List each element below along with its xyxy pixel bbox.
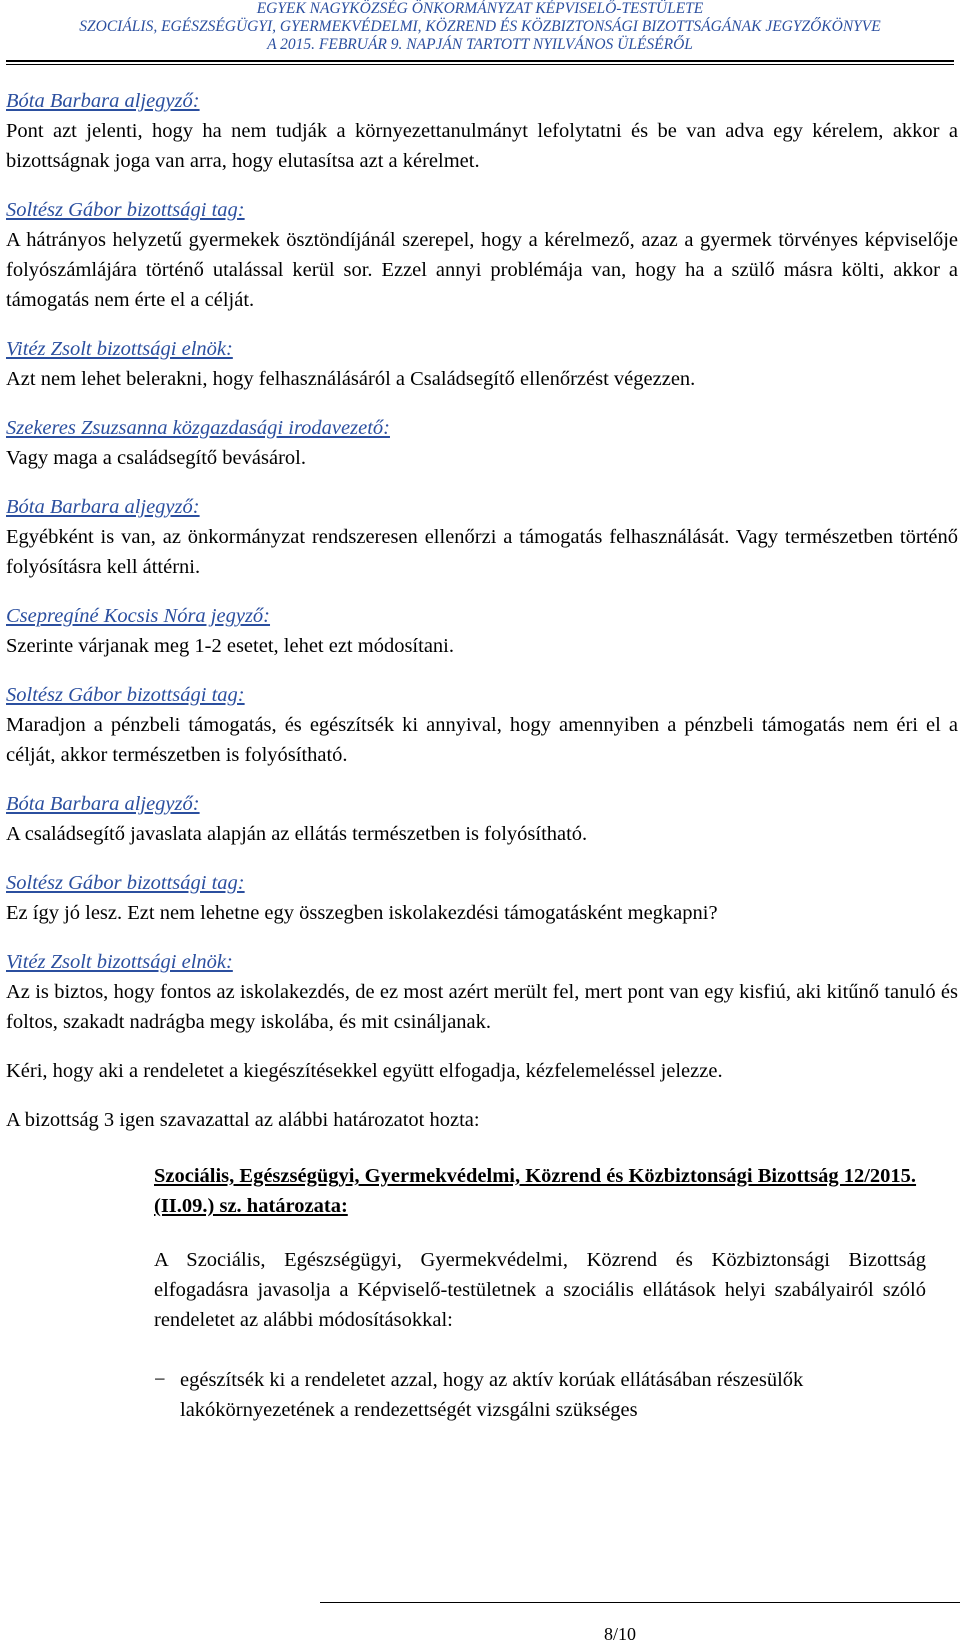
statement [6, 789, 958, 849]
footer-divider [320, 1602, 960, 1603]
statement-text: A hátrányos helyzetű gyermekek ösztöndíjánál szerepel, hogy a kérelmező, azaz a gyermek törvényes képviselője folyószámlájára történő utalással kerül sor. Ezzel annyi problémája van, hogy ha a szülő másra költi, akkor a támogatás nem érte el a célját. [6, 229, 958, 311]
statement [6, 334, 958, 394]
statement-text: Szerinte várjanak meg 1-2 esetet, lehet ezt módosítani. [6, 635, 454, 657]
statement-text: Az is biztos, hogy fontos az iskolakezdés, de ez most azért merült fel, mert pont van egy kisfiú, aki kitűnő tanuló és foltos, szakadt nadrágba megy iskolába, és mit csináljanak. [6, 981, 958, 1033]
speaker-name: Bóta Barbara aljegyző: [6, 793, 200, 815]
statement [6, 868, 958, 928]
speaker-name: Vitéz Zsolt bizottsági elnök: [6, 338, 233, 360]
statement [6, 601, 958, 661]
speaker-name: Bóta Barbara aljegyző: [6, 496, 200, 518]
speaker-name: Soltész Gábor bizottsági tag: [6, 684, 245, 706]
statement [6, 680, 958, 770]
statement [6, 492, 958, 582]
vote-result-paragraph: A bizottság 3 igen szavazattal az alábbi határozatot hozta: [6, 1109, 480, 1131]
statement [6, 947, 958, 1037]
header-divider [6, 60, 954, 65]
page-number: 8/10 [603, 1624, 636, 1644]
statement-text: Ez így jó lesz. Ezt nem lehetne egy összegben iskolakezdési támogatásként megkapni? [6, 902, 718, 924]
statement-text: A családsegítő javaslata alapján az ellátás természetben is folyósítható. [6, 823, 588, 845]
list-item [154, 1365, 926, 1425]
resolution-text: A Szociális, Egészségügyi, Gyermekvédelmi, Közrend és Közbiztonsági Bizottság elfogadásra javasolja a Képviselő-testületnek a szociális ellátások helyi szabályairól szóló rendeletet az alábbi módosításokkal: [154, 1249, 926, 1331]
statement [6, 86, 958, 176]
speaker-name: Szekeres Zsuzsanna közgazdasági irodavezető: [6, 417, 390, 439]
statement-text: Maradjon a pénzbeli támogatás, és egészítsék ki annyival, hogy amennyiben a pénzbeli támogatás nem éri el a célját, akkor természetben is folyósítható. [6, 714, 958, 766]
speaker-name: Csepregíné Kocsis Nóra jegyző: [6, 605, 271, 627]
resolution-block [154, 1161, 926, 1425]
resolution-title: Szociális, Egészségügyi, Gyermekvédelmi, Közrend és Közbiztonsági Bizottság 12/2015.(II.09.) sz. határozata: [154, 1165, 917, 1217]
page-header [0, 0, 960, 54]
speaker-name: Bóta Barbara aljegyző: [6, 90, 200, 112]
statement-text: Egyébként is van, az önkormányzat rendszeresen ellenőrzi a támogatás felhasználását. Vagy természetben történő folyósításra kell áttérni. [6, 526, 958, 578]
header-line-1: EGYEK NAGYKÖZSÉG ÖNKORMÁNYZAT KÉPVISELŐ-TESTÜLETE [256, 0, 704, 17]
statement-text: Vagy maga a családsegítő bevásárol. [6, 447, 306, 469]
speaker-name: Soltész Gábor bizottsági tag: [6, 872, 245, 894]
resolution-list [154, 1365, 926, 1425]
header-line-3: A 2015. FEBRUÁR 9. NAPJÁN TARTOTT NYILVÁNOS ÜLÉSÉRŐL [267, 36, 693, 53]
speaker-name: Vitéz Zsolt bizottsági elnök: [6, 951, 233, 973]
list-item-text: egészítsék ki a rendeletet azzal, hogy az aktív korúak ellátásában részesülők lakókörnyezetének a rendezettségét vizsgálni szükséges [180, 1369, 804, 1421]
statement-text: Azt nem lehet belerakni, hogy felhasználásáról a Családsegítő ellenőrzést végezzen. [6, 368, 696, 390]
speaker-name: Soltész Gábor bizottsági tag: [6, 199, 245, 221]
minutes-body [6, 86, 958, 1425]
vote-request-paragraph: Kéri, hogy aki a rendeletet a kiegészítésekkel együtt elfogadja, kézfelemeléssel jelezze. [6, 1060, 723, 1082]
statement [6, 413, 958, 473]
dash-bullet: − [154, 1369, 166, 1391]
statement [6, 195, 958, 315]
statement-text: Pont azt jelenti, hogy ha nem tudják a környezettanulmányt lefolytatni és be van adva egy kérelem, akkor a bizottságnak joga van arra, hogy elutasítsa azt a kérelmet. [6, 120, 958, 172]
header-line-2: SZOCIÁLIS, EGÉSZSÉGÜGYI, GYERMEKVÉDELMI, KÖZREND ÉS KÖZBIZTONSÁGI BIZOTTSÁGÁNAK JEGYZŐKÖNYVE [79, 18, 881, 35]
